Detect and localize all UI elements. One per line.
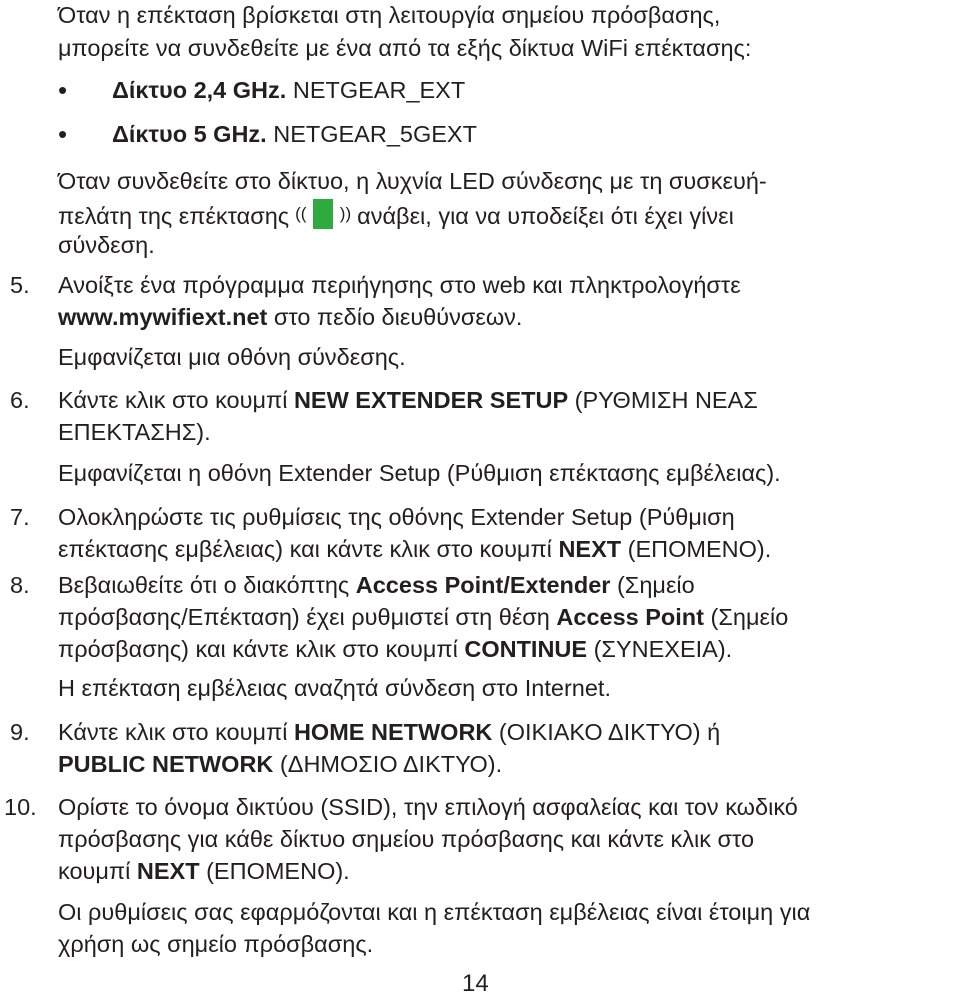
step-text: (Σημείο	[610, 572, 695, 598]
button-name: PUBLIC NETWORK	[58, 751, 274, 777]
step-6-line-2: ΕΠΕΚΤΑΣΗΣ).	[58, 419, 211, 445]
network-item	[112, 76, 465, 104]
step-10-line-2: πρόσβασης για κάθε δίκτυο σημείου πρόσβασης και κάντε κλικ στο	[58, 826, 755, 852]
step-text: Κάντε κλικ στο κουμπί	[58, 387, 294, 413]
step-10-line-3	[58, 857, 350, 885]
client-link-led-icon: (( ))	[293, 199, 353, 229]
step-5-line-2	[58, 303, 522, 331]
step-9-line-2	[58, 750, 502, 778]
step-9-line-1	[58, 718, 720, 746]
step-5-line-1: Ανοίξτε ένα πρόγραμμα περιήγησης στο web και πληκτρολογήστε	[58, 272, 741, 298]
step-8-line-2	[58, 603, 788, 631]
step-text: Κάντε κλικ στο κουμπί	[58, 719, 294, 745]
step-number: 5.	[10, 272, 30, 298]
bullet-icon: •	[58, 75, 68, 105]
step-6-line-1	[58, 386, 758, 414]
led-note-line-2	[58, 199, 734, 230]
network-ssid: NETGEAR_EXT	[286, 77, 466, 103]
step-number: 6.	[10, 387, 30, 413]
switch-position: Access Point	[556, 604, 704, 630]
intro-line-1: Όταν η επέκταση βρίσκεται στη λειτουργία σημείου πρόσβασης,	[58, 2, 721, 28]
step-10-line-1: Ορίστε το όνομα δικτύου (SSID), την επιλογή ασφαλείας και τον κωδικό	[58, 794, 798, 820]
button-name: HOME NETWORK	[293, 719, 493, 745]
button-name: CONTINUE	[464, 636, 588, 662]
network-ssid: NETGEAR_5GEXT	[266, 121, 477, 147]
step-text: (ΣΥΝΕΧΕΙΑ).	[587, 636, 733, 662]
bullet-icon: •	[58, 119, 68, 149]
step-10-result-1: Οι ρυθμίσεις σας εφαρμόζονται και η επέκταση εμβέλειας είναι έτοιμη για	[58, 899, 811, 925]
step-7-line-2	[58, 535, 771, 563]
led-square	[313, 199, 333, 229]
button-name: NEXT	[558, 536, 622, 562]
step-10-result-2: χρήση ως σημείο πρόσβασης.	[58, 931, 374, 957]
step-8-result: Η επέκταση εμβέλειας αναζητά σύνδεση στο Internet.	[58, 675, 611, 701]
step-text: στο πεδίο διευθύνσεων.	[267, 304, 523, 330]
step-text: (ΕΠΟΜΕΝΟ).	[199, 858, 350, 884]
step-text: Βεβαιωθείτε ότι ο διακόπτης	[58, 572, 356, 598]
step-8-line-1	[58, 571, 695, 599]
led-note-text: πελάτη της επέκτασης	[58, 203, 290, 229]
button-name: NEXT	[136, 858, 200, 884]
url-text: www.mywifiext.net	[58, 304, 268, 330]
network-item	[112, 120, 477, 148]
step-text: (ΕΠΟΜΕΝΟ).	[621, 536, 772, 562]
led-note-text: ανάβει, για να υποδείξει ότι έχει γίνει	[357, 203, 734, 229]
step-7-line-1: Ολοκληρώστε τις ρυθμίσεις της οθόνης Extender Setup (Ρύθμιση	[58, 504, 735, 530]
step-number: 9.	[10, 719, 30, 745]
page-number: 14	[462, 970, 489, 997]
step-8-line-3	[58, 635, 732, 663]
step-text: πρόσβασης/Επέκταση) έχει ρυθμιστεί στη θέση	[58, 604, 557, 630]
led-note-line-1: Όταν συνδεθείτε στο δίκτυο, η λυχνία LED σύνδεσης με τη συσκευή-	[58, 168, 767, 194]
step-text: πρόσβασης) και κάντε κλικ στο κουμπί	[58, 636, 465, 662]
button-name: NEW EXTENDER SETUP	[293, 387, 569, 413]
network-label: Δίκτυο 5 GHz.	[112, 121, 267, 147]
step-text: επέκτασης εμβέλειας) και κάντε κλικ στο κουμπί	[58, 536, 559, 562]
intro-line-2: μπορείτε να συνδεθείτε με ένα από τα εξής δίκτυα WiFi επέκτασης:	[58, 35, 752, 61]
network-label: Δίκτυο 2,4 GHz.	[112, 77, 287, 103]
step-text: (ΡΥΘΜΙΣΗ ΝΕΑΣ	[568, 387, 758, 413]
step-number: 7.	[10, 504, 30, 530]
switch-name: Access Point/Extender	[355, 572, 611, 598]
step-text: (ΔΗΜΟΣΙΟ ΔΙΚΤΥΟ).	[273, 751, 503, 777]
step-text: (Σημείο	[704, 604, 789, 630]
step-number: 8.	[10, 572, 30, 598]
step-6-result: Εμφανίζεται η οθόνη Extender Setup (Ρύθμιση επέκτασης εμβέλειας).	[58, 460, 781, 486]
step-text: (ΟΙΚΙΑΚΟ ΔΙΚΤΥΟ) ή	[492, 719, 721, 745]
step-number: 10.	[4, 794, 37, 820]
step-text: κουμπί	[58, 858, 137, 884]
led-note-line-3: σύνδεση.	[58, 232, 155, 258]
step-5-result: Εμφανίζεται μια οθόνη σύνδεσης.	[58, 344, 406, 370]
